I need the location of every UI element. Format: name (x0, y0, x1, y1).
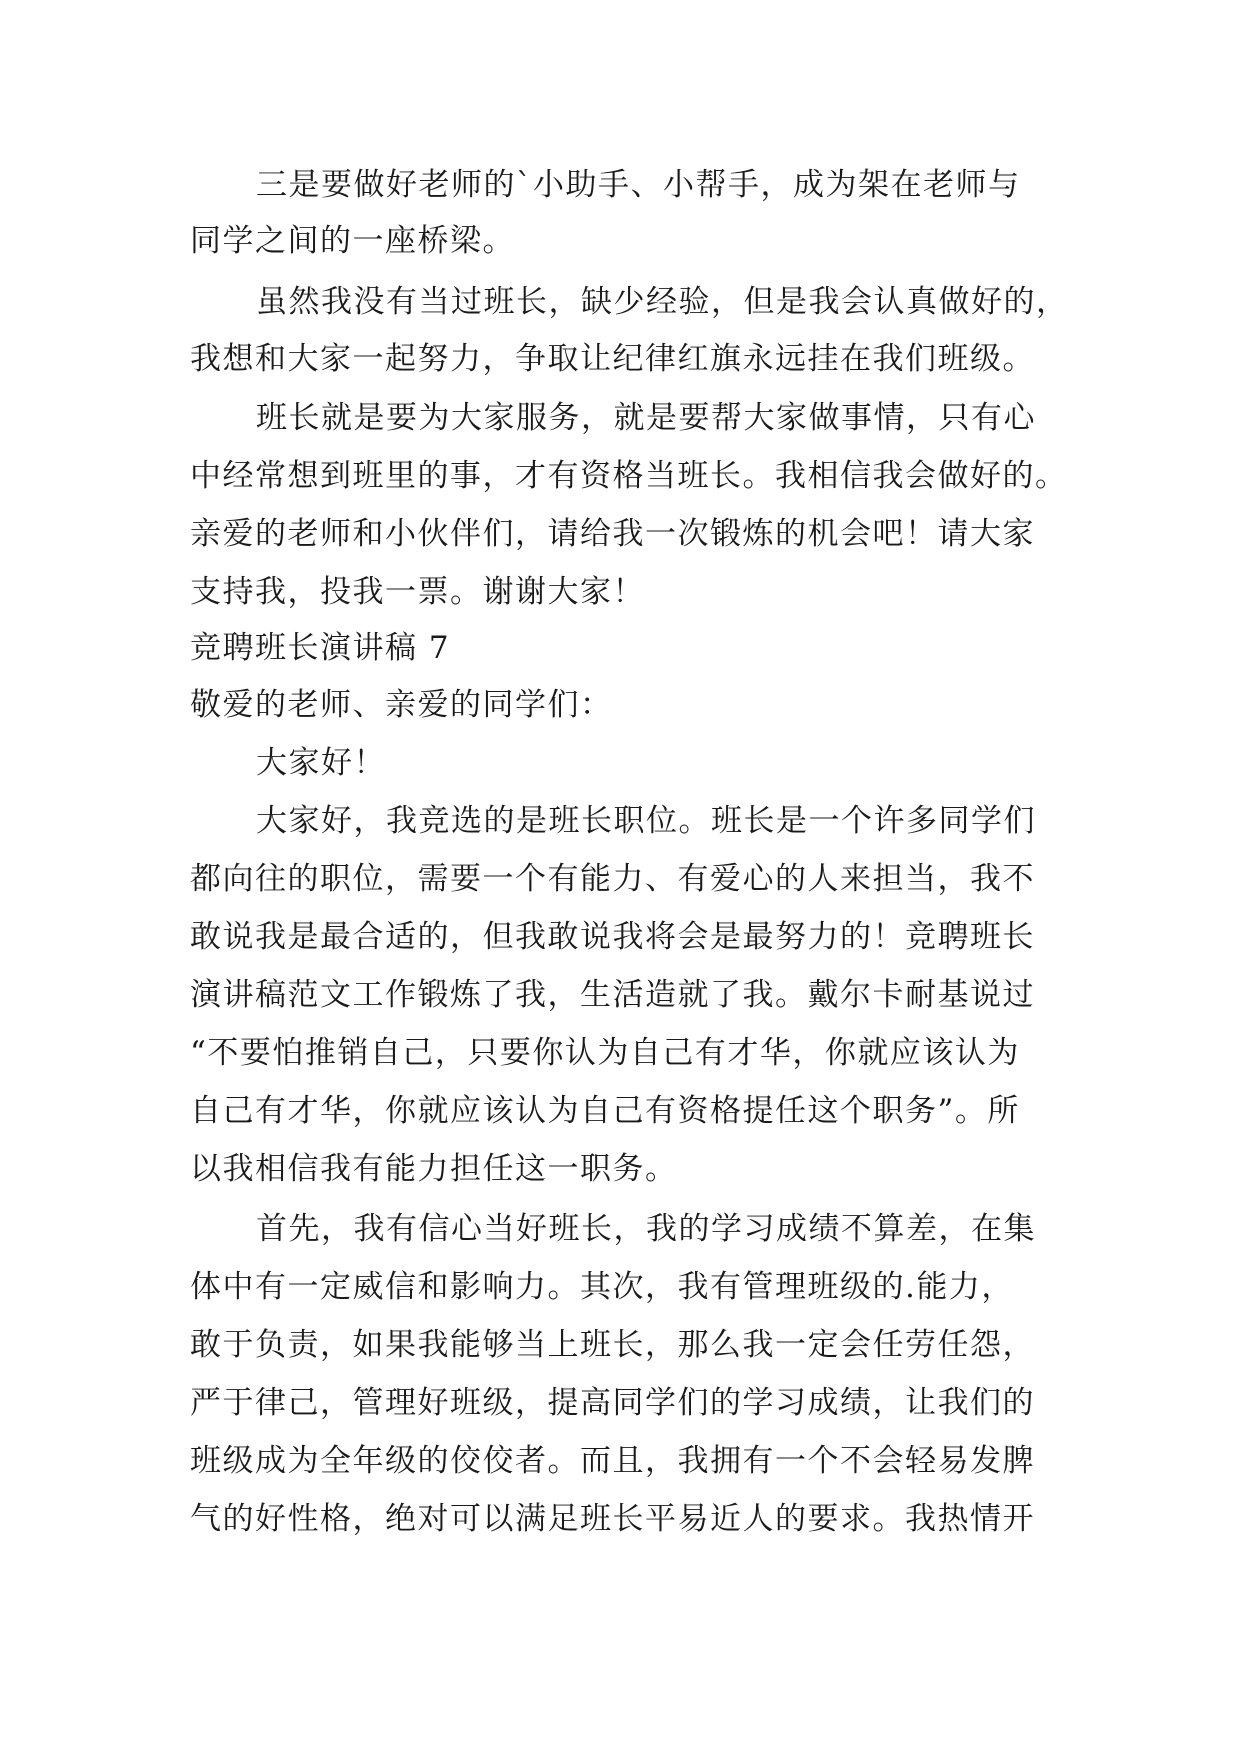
paragraph-line: 三是要做好老师的`小助手、小帮手，成为架在老师与 (256, 167, 1021, 203)
paragraph-line: 都向往的职位，需要一个有能力、有爱心的人来担当，我不 (190, 861, 1035, 897)
paragraph-line: 中经常想到班里的事，才有资格当班长。我相信我会做好的。 (190, 458, 1068, 494)
paragraph-line: 自己有才华，你就应该认为自己有资格提任这个职务”。所 (190, 1093, 1020, 1129)
paragraph-line: 班级成为全年级的佼佼者。而且，我拥有一个不会轻易发脾 (190, 1443, 1035, 1479)
paragraph-line: 首先，我有信心当好班长，我的学习成绩不算差，在集 (256, 1211, 1036, 1247)
paragraph-line: 亲爱的老师和小伙伴们，请给我一次锻炼的机会吧！请大家 (190, 516, 1035, 552)
paragraph-line: 演讲稿范文工作锻炼了我，生活造就了我。戴尔卡耐基说过 (190, 977, 1035, 1013)
paragraph-line: 敢说我是最合适的，但我敢说我将会是最努力的！竞聘班长 (190, 919, 1035, 955)
paragraph-line: 支持我，投我一票。谢谢大家！ (190, 574, 645, 610)
paragraph-line: 我想和大家一起努力，争取让纪律红旗永远挂在我们班级。 (190, 341, 1035, 377)
paragraph-line: 严于律己，管理好班级，提高同学们的学习成绩，让我们的 (190, 1385, 1035, 1421)
paragraph-line: 班长就是要为大家服务，就是要帮大家做事情，只有心 (256, 400, 1036, 436)
salutation: 敬爱的老师、亲爱的同学们： (190, 687, 613, 723)
section-heading: 竞聘班长演讲稿 7 (190, 630, 451, 666)
paragraph-line: 同学之间的一座桥梁。 (190, 223, 515, 259)
paragraph-line: 敢于负责，如果我能够当上班长，那么我一定会任劳任怨， (190, 1327, 1035, 1363)
paragraph-line: 虽然我没有当过班长，缺少经验，但是我会认真做好的， (256, 284, 1069, 320)
paragraph-line: “不要怕推销自己，只要你认为自己有才华，你就应该认为 (190, 1035, 1020, 1071)
paragraph-line: 气的好性格，绝对可以满足班长平易近人的要求。我热情开 (190, 1501, 1035, 1537)
paragraph-line: 以我相信我有能力担任这一职务。 (190, 1151, 678, 1187)
greeting: 大家好！ (256, 745, 386, 781)
paragraph-line: 体中有一定威信和影响力。其次，我有管理班级的.能力， (190, 1269, 1014, 1305)
paragraph-line: 大家好，我竞选的是班长职位。班长是一个许多同学们 (256, 803, 1036, 839)
